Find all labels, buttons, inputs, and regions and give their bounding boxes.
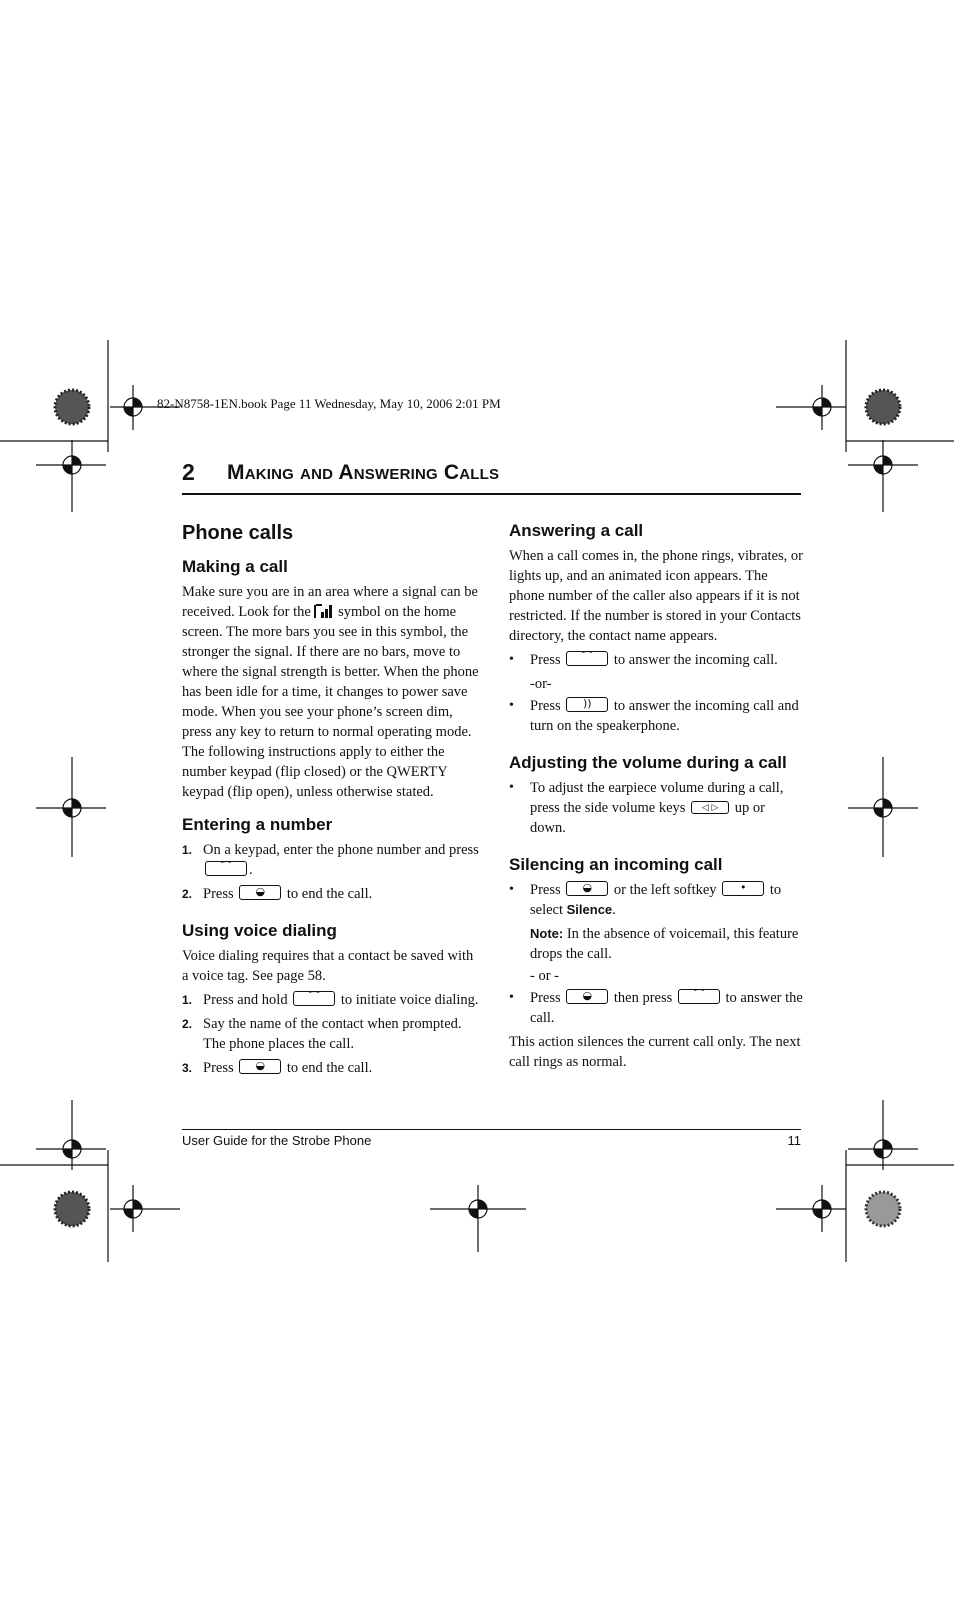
list-item: • To adjust the earpiece volume during a call, press the side volume keys ◁ ▷ up or down. <box>509 780 784 836</box>
list-item: 2. Press ◒ to end the call. <box>182 885 373 902</box>
right-column <box>509 520 804 1072</box>
chapter-title: Making and Answering Calls <box>227 461 500 484</box>
list-item: 3. Press ◒ to end the call. <box>182 1059 373 1076</box>
list-item: 2. Say the name of the contact when prompted. The phone places the call. <box>182 1016 462 1052</box>
volume-keys-icon: ◁ ▷ <box>691 801 729 814</box>
list-item: • Press ◒ or the left softkey • to select Silence. <box>509 881 782 918</box>
send-key-icon: ⁀ <box>293 991 335 1006</box>
list-item: • Press ◒ then press ⁀ to answer the call. <box>509 989 803 1026</box>
list-item: • Press ⁀ to answer the incoming call. <box>509 651 778 668</box>
chapter-number: 2 <box>182 459 195 485</box>
end-key-icon: ◒ <box>566 989 608 1004</box>
send-key-icon: ⁀ <box>566 651 608 666</box>
heading-entering-a-number: Entering a number <box>182 815 333 834</box>
silence-option: Silence <box>566 902 613 917</box>
end-key-icon: ◒ <box>239 885 281 900</box>
or-separator: - or - <box>530 968 559 984</box>
page-footer <box>182 1129 801 1148</box>
list-item: • Press )) to answer the incoming call and turn on the speakerphone. <box>509 697 799 734</box>
send-key-icon: ⁀ <box>678 989 720 1004</box>
left-softkey-icon: • <box>722 881 764 896</box>
footer-title: User Guide for the Strobe Phone <box>182 1133 372 1148</box>
closing-paragraph: This action silences the current call only. The next call rings as normal. <box>509 1034 801 1070</box>
list-item: 1. Press and hold ⁀ to initiate voice dialing. <box>182 991 479 1008</box>
chapter-heading <box>182 455 801 495</box>
heading-answering-a-call: Answering a call <box>509 521 644 540</box>
page-number: 11 <box>787 1133 801 1148</box>
speaker-key-icon: )) <box>566 697 608 712</box>
print-slug: 82-N8758-1EN.book Page 11 Wednesday, May 10, 2006 2:01 PM <box>157 396 501 411</box>
making-call-paragraph: Make sure you are in an area where a signal can be received. Look for the symbol on the home screen. The more bars you see in this symbol, the stronger the signal. If there are no bars, move to where the signal strength is better. When the phone has been idle for a time, it changes to power save mode. When you see your phone’s screen dim, press any key to return to normal operating mode. The following instructions apply to either the number keypad (flip closed) or the QWERTY keypad (flip open), unless otherwise stated. <box>182 584 479 800</box>
left-column <box>182 520 480 1082</box>
heading-making-a-call: Making a call <box>182 557 288 576</box>
end-key-icon: ◒ <box>566 881 608 896</box>
send-key-icon: ⁀ <box>205 861 247 876</box>
section-phone-calls: Phone calls <box>182 522 294 544</box>
heading-adjusting-volume: Adjusting the volume during a call <box>509 753 787 772</box>
heading-using-voice-dialing: Using voice dialing <box>182 921 337 940</box>
end-key-icon: ◒ <box>239 1059 281 1074</box>
heading-silencing-call: Silencing an incoming call <box>509 855 723 874</box>
voice-dialing-paragraph: Voice dialing requires that a contact be saved with a voice tag. See page 58. <box>182 948 474 984</box>
list-item: 1. On a keypad, enter the phone number and press ⁀ . <box>182 842 479 878</box>
or-separator: -or- <box>530 676 552 692</box>
signal-bars-icon <box>314 604 334 618</box>
answering-paragraph: When a call comes in, the phone rings, vibrates, or lights up, and an animated icon appears. The phone number of the caller also appears if it is not restricted. If the number is stored in your Contacts directory, the contact name appears. <box>509 548 803 644</box>
note: Note: In the absence of voicemail, this feature drops the call. <box>530 926 799 962</box>
